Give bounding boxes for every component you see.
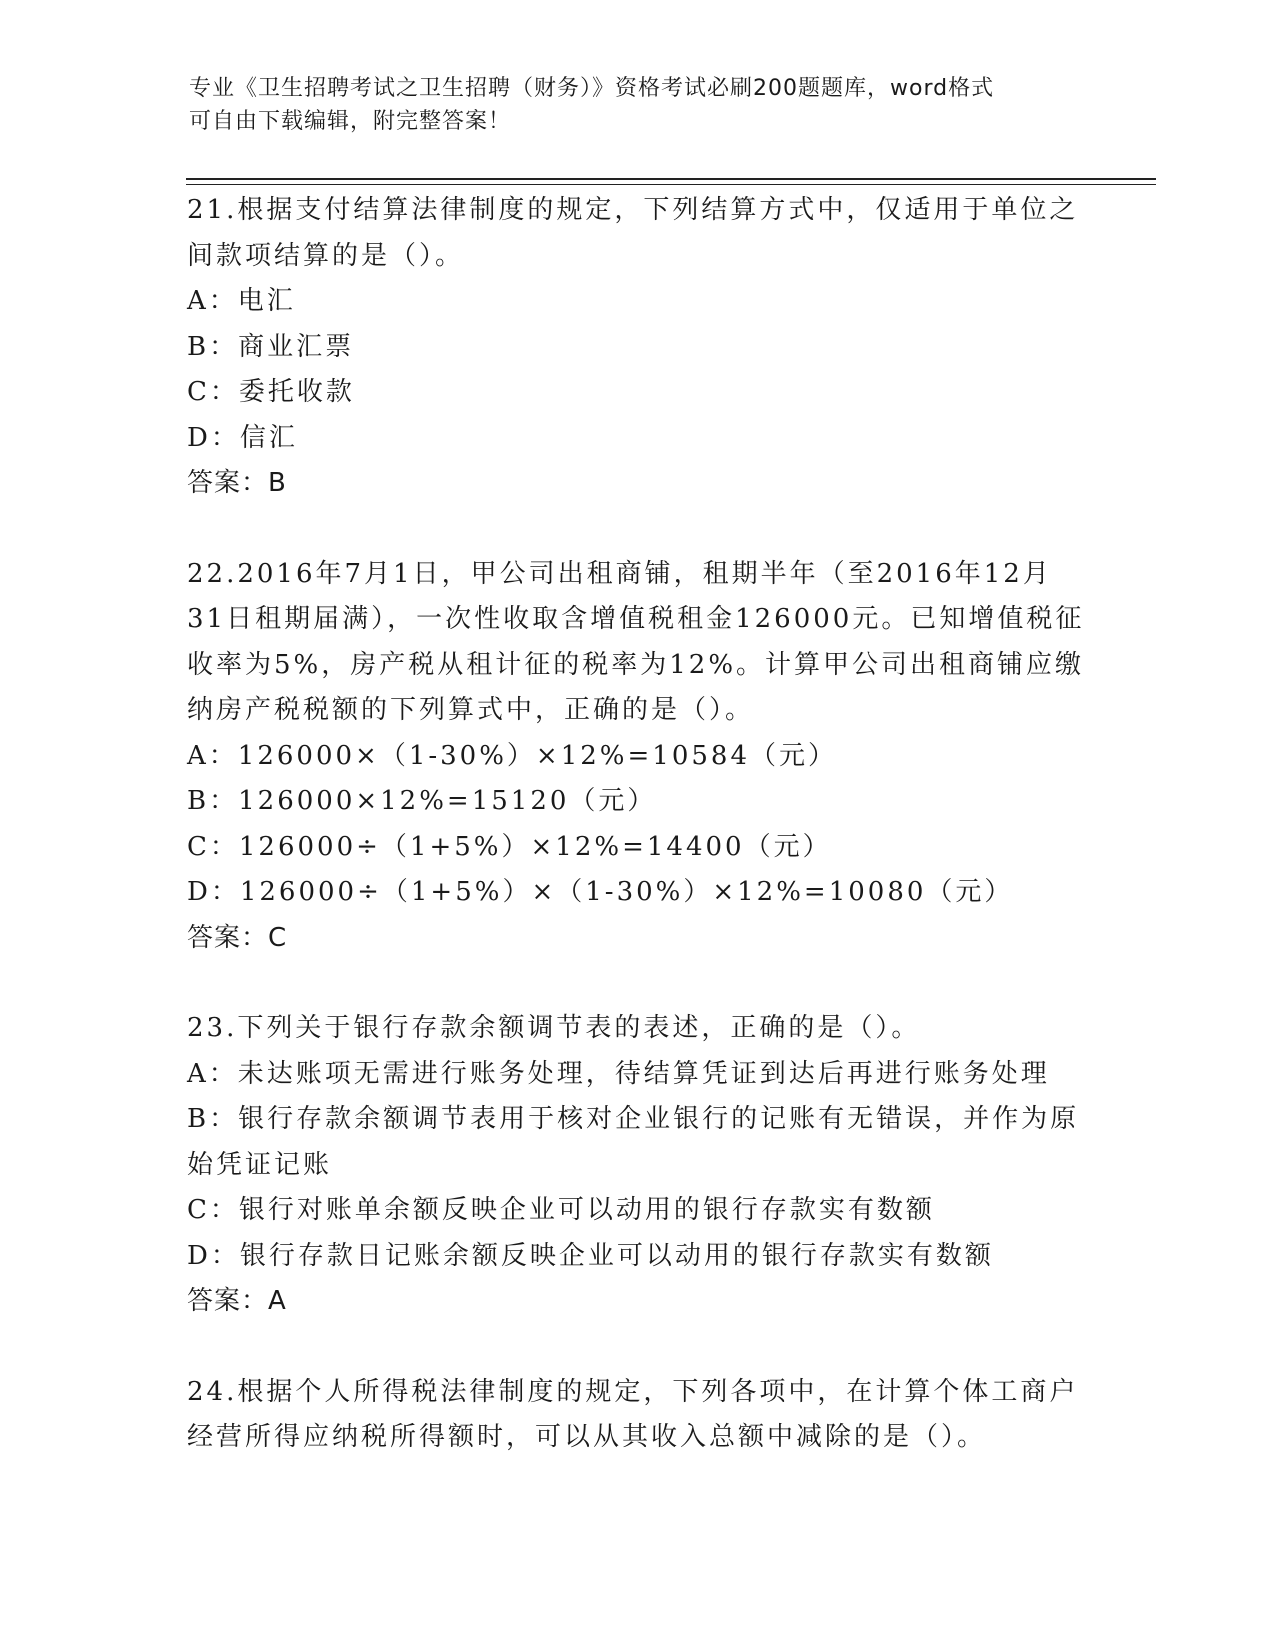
question-stem-line: 纳房产税税额的下列算式中，正确的是（）。: [187, 695, 755, 725]
question-22: [187, 552, 1087, 962]
option-c: C：委托收款: [187, 377, 355, 407]
option-b: B：商业汇票: [187, 331, 355, 362]
question-stem-line: 21.根据支付结算法律制度的规定，下列结算方式中，仅适用于单位之: [187, 195, 1079, 225]
question-23: [187, 1006, 1087, 1325]
header-line-2: 可自由下载编辑，附完整答案！: [189, 109, 512, 134]
option-c: C：银行对账单余额反映企业可以动用的银行存款实有数额: [187, 1195, 935, 1225]
question-stem-line: 23.下列关于银行存款余额调节表的表述，正确的是（）。: [187, 1013, 921, 1043]
question-stem-line: 22.2016年7月1日，甲公司出租商铺，租期半年（至2016年12月: [187, 558, 1052, 589]
question-spacer: [187, 961, 1087, 1006]
page-header: [189, 72, 1089, 138]
answer-line: 答案：B: [187, 468, 287, 498]
option-b: B：银行存款余额调节表用于核对企业银行的记账有无错误，并作为原: [187, 1104, 1080, 1134]
option-c: C：126000÷（1+5%）×12%=14400（元）: [187, 831, 832, 862]
question-21: [187, 188, 1087, 507]
option-b-continued: 始凭证记账: [187, 1149, 333, 1180]
header-divider-thin: [186, 184, 1156, 185]
question-stem-line: 24.根据个人所得税法律制度的规定，下列各项中，在计算个体工商户: [187, 1376, 1079, 1407]
option-a: A：未达账项无需进行账务处理，待结算凭证到达后再进行账务处理: [187, 1058, 1050, 1089]
question-list: [187, 188, 1087, 1461]
header-divider-thick: [186, 178, 1156, 180]
option-d: D：银行存款日记账余额反映企业可以动用的银行存款实有数额: [187, 1240, 994, 1271]
question-stem-line: 31日租期届满），一次性收取含增值税租金126000元。已知增值税征: [187, 604, 1085, 634]
option-b: B：126000×12%=15120（元）: [187, 786, 657, 816]
question-spacer: [187, 507, 1087, 552]
question-24: [187, 1370, 1087, 1461]
answer-line: 答案：A: [187, 1286, 287, 1316]
question-spacer: [187, 1325, 1087, 1370]
option-d: D：信汇: [187, 422, 298, 453]
question-stem-line: 间款项结算的是（）。: [187, 240, 465, 271]
option-a: A：电汇: [187, 286, 296, 316]
question-stem-line: 经营所得应纳税所得额时，可以从其收入总额中减除的是（）。: [187, 1422, 987, 1452]
option-a: A：126000×（1-30%）×12%=10584（元）: [187, 740, 837, 771]
answer-line: 答案：C: [187, 922, 288, 953]
option-d: D：126000÷（1+5%）×（1-30%）×12%=10080（元）: [187, 877, 1014, 907]
question-stem-line: 收率为5%，房产税从租计征的税率为12%。计算甲公司出租商铺应缴: [187, 649, 1085, 680]
header-line-1: 专业《卫生招聘考试之卫生招聘（财务）》资格考试必刷200题题库，word格式: [189, 76, 995, 101]
